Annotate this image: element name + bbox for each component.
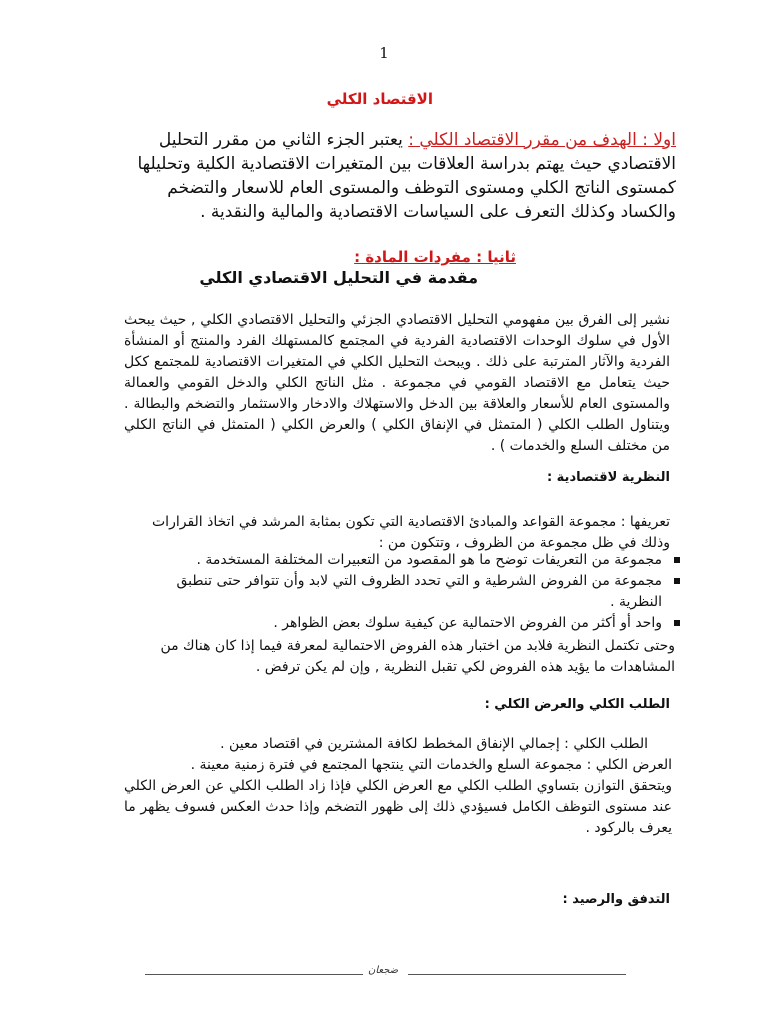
page-number: 1 <box>379 44 389 62</box>
document-title: الاقتصاد الكلي <box>326 90 433 108</box>
demand-supply-heading: الطلب الكلي والعرض الكلي : <box>484 697 670 712</box>
footer-rule-left <box>145 974 363 975</box>
theory-heading: النظرية لاقتصادية : <box>546 470 670 485</box>
flow-stock-heading: التدفق والرصيد : <box>562 892 670 907</box>
intro-paragraph: نشير إلى الفرق بين مفهومي التحليل الاقتصادي الجزئي والتحليل الاقتصادي الكلي , حيث يبحث الأول في سلوك الوحدات الاقتصادية الفردية في المجتمع كالمستهلك الفرد والمنتج أو المنشأة الفردية والآثار المترتبة على ذلك . ويبحث التحليل الكلي في المتغيرات الاقتصادية للمجتمع ككل حيث يتعامل مع الاقتصاد القومي في مجموعة . مثل الناتج الكلي والدخل القومي والعمالة والمستوى العام للأسعار والعلاقة بين الدخل والاستهلاك والادخار والاستثمار والتضخم والبطالة . ويتناول الطلب الكلي ( المتمثل في الإنفاق الكلي ) والعرض الكلي ( المتمثل في الناتج الكلي من مختلف السلع والخدمات ) . <box>124 312 670 454</box>
theory-conclusion: وحتى تكتمل النظرية فلابد من اختبار هذه الفروض الاحتمالية لمعرفة فيما إذا كان هناك من المشاهدات ما يؤيد هذه الفروض لكي تقبل النظرية , وإن لم يكن ترفض . <box>160 638 675 675</box>
intro-subheading: مقدمة في التحليل الاقتصادي الكلي <box>199 268 478 287</box>
equilibrium-text: ويتحقق التوازن بتساوي الطلب الكلي مع العرض الكلي فإذا زاد الطلب الكلي عن العرض الكلي عند مستوى التوظف الكامل فسيؤدي ذلك إلى ظهور التضخم وإذا حدث العكس فسوف يظهر ما يعرف بالركود . <box>124 778 672 836</box>
aggregate-supply-definition: العرض الكلي : مجموعة السلع والخدمات التي ينتجها المجتمع في فترة زمنية معينة . <box>190 757 672 773</box>
footer-signature: ضجعان <box>368 965 399 976</box>
list-item: واحد أو أكثر من الفروض الاحتمالية عن كيفية سلوك بعض الظواهر . <box>140 613 680 634</box>
course-items-heading: ثانيا : مفردات المادة : <box>354 248 516 266</box>
theory-bullet-list <box>140 550 680 634</box>
bullet-icon <box>674 578 680 584</box>
objective-text: يعتبر الجزء الثاني من مقرر التحليل الاقتصادي حيث يهتم بدراسة العلاقات بين المتغيرات الاقتصادية الكلية وتحليلها كمستوى الناتج الكلي ومستوى التوظف والمستوى العام للاسعار والتضخم والكساد وكذلك التعرف على السياسات الاقتصادية والمالية والنقدية . <box>137 130 676 222</box>
demand-supply-body <box>124 734 672 839</box>
aggregate-demand-definition: الطلب الكلي : إجمالي الإنفاق المخطط لكافة المشترين في اقتصاد معين . <box>220 736 648 752</box>
objective-paragraph <box>130 128 676 224</box>
objective-label: اولا : الهدف من مقرر الاقتصاد الكلي : <box>408 130 676 150</box>
list-item: مجموعة من التعريفات توضح ما هو المقصود من التعبيرات المختلفة المستخدمة . <box>140 550 680 571</box>
bullet-icon <box>674 557 680 563</box>
list-item: مجموعة من الفروض الشرطية و التي تحدد الظروف التي لابد وأن تتوافر حتى تنطبق النظرية . <box>140 571 680 613</box>
footer-rule-right <box>408 974 626 975</box>
theory-definition: تعريفها : مجموعة القواعد والمبادئ الاقتصادية التي تكون بمثابة المرشد في اتخاذ القرارات وذلك في ظل مجموعة من الظروف ، وتتكون من : <box>152 514 670 551</box>
bullet-icon <box>674 620 680 626</box>
